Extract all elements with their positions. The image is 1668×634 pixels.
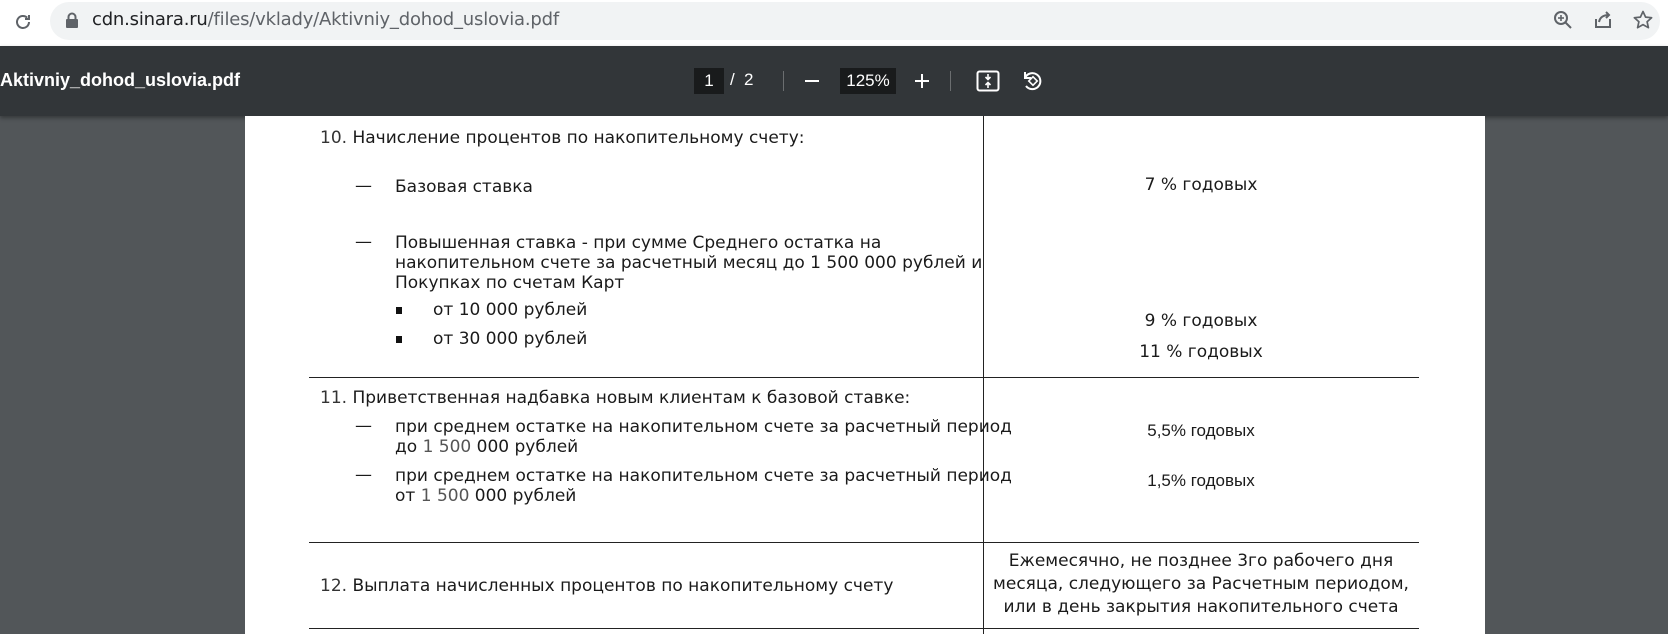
tier-2-label: от 30 000 рублей [433,329,588,349]
section-11-heading [320,388,910,408]
text-part: 000 рублей [471,437,579,457]
pdf-toolbar [0,46,1668,116]
toolbar-divider [783,71,784,91]
lock-icon[interactable] [62,10,82,30]
table-row-divider [309,542,1419,543]
section-10-heading [320,128,805,148]
star-icon[interactable] [1628,7,1658,33]
bonus-1-line-1: при среднем остатке на накопительном счете за расчетный период [395,417,1012,437]
pdf-title: Aktivniy_dohod_uslovia.pdf [0,70,241,90]
text-part: от [395,486,421,506]
payout-value-line-3: или в день закрытия накопительного счета [1003,597,1399,617]
rotate-button[interactable] [1016,65,1048,97]
share-icon[interactable] [1588,7,1618,33]
dash-bullet: — [355,176,372,196]
bonus-1-line-2 [395,437,578,457]
browser-toolbar [0,0,1668,46]
zoom-icon[interactable] [1548,7,1578,33]
payout-value-line-1: Ежемесячно, не позднее 3го рабочего дня [1008,551,1394,571]
section-12-heading [320,576,893,596]
amount: 1 500 [422,437,472,457]
section-title: Начисление процентов по накопительному счету: [352,128,805,148]
toolbar-divider [950,71,951,91]
url-path: /files/vklady/Aktivniy_dohod_uslovia.pdf [207,9,559,30]
square-bullet [396,336,402,343]
payout-value-line-2: месяца, следующего за Расчетным периодом, [993,574,1409,594]
dash-bullet: — [355,232,372,252]
raised-rate-line-2: накопительном счете за расчетный месяц до 1 500 000 рублей и [395,253,983,273]
section-title: Выплата начисленных процентов по накопительному счету [352,576,894,596]
bonus-1-value: 5,5% годовых [1147,421,1255,440]
square-bullet [396,307,402,314]
text-part: до [395,437,423,457]
section-number: 11. [320,388,348,408]
tier-2-value: 11 % годовых [1139,342,1263,362]
tier-1-value: 9 % годовых [1144,311,1258,331]
zoom-in-button[interactable] [906,65,938,97]
table-row-divider [309,628,1419,629]
zoom-out-button[interactable] [796,65,828,97]
section-title: Приветственная надбавка новым клиентам к базовой ставке: [352,388,911,408]
url-text[interactable] [92,9,559,30]
dash-bullet: — [355,416,372,436]
raised-rate-line-1: Повышенная ставка - при сумме Среднего остатка на [395,233,882,253]
pdf-page [245,116,1485,634]
reload-icon[interactable] [10,9,36,35]
fit-to-page-icon [976,70,1000,92]
fit-page-button[interactable] [972,65,1004,97]
page-separator: / [730,70,735,89]
table-row-divider [309,377,1419,378]
section-number: 10. [320,128,348,148]
dash-bullet: — [355,465,372,485]
base-rate-value: 7 % годовых [1144,175,1258,195]
text-part: 000 рублей [469,486,577,506]
raised-rate-line-3: Покупках по счетам Карт [395,273,625,293]
rotate-icon [1020,69,1044,93]
bonus-2-line-1: при среднем остатке на накопительном счете за расчетный период [395,466,1012,486]
minus-icon [803,72,821,90]
bonus-2-line-2 [395,486,576,506]
page-number-input[interactable]: 1 [694,68,724,94]
url-host: cdn.sinara.ru [92,9,208,30]
amount: 1 500 [420,486,470,506]
zoom-input[interactable]: 125% [840,68,896,94]
section-number: 12. [320,576,348,596]
bonus-2-value: 1,5% годовых [1147,471,1255,490]
base-rate-label: Базовая ставка [395,177,533,197]
tier-1-label: от 10 000 рублей [433,300,588,320]
page-total: 2 [744,70,754,89]
plus-icon [913,72,931,90]
